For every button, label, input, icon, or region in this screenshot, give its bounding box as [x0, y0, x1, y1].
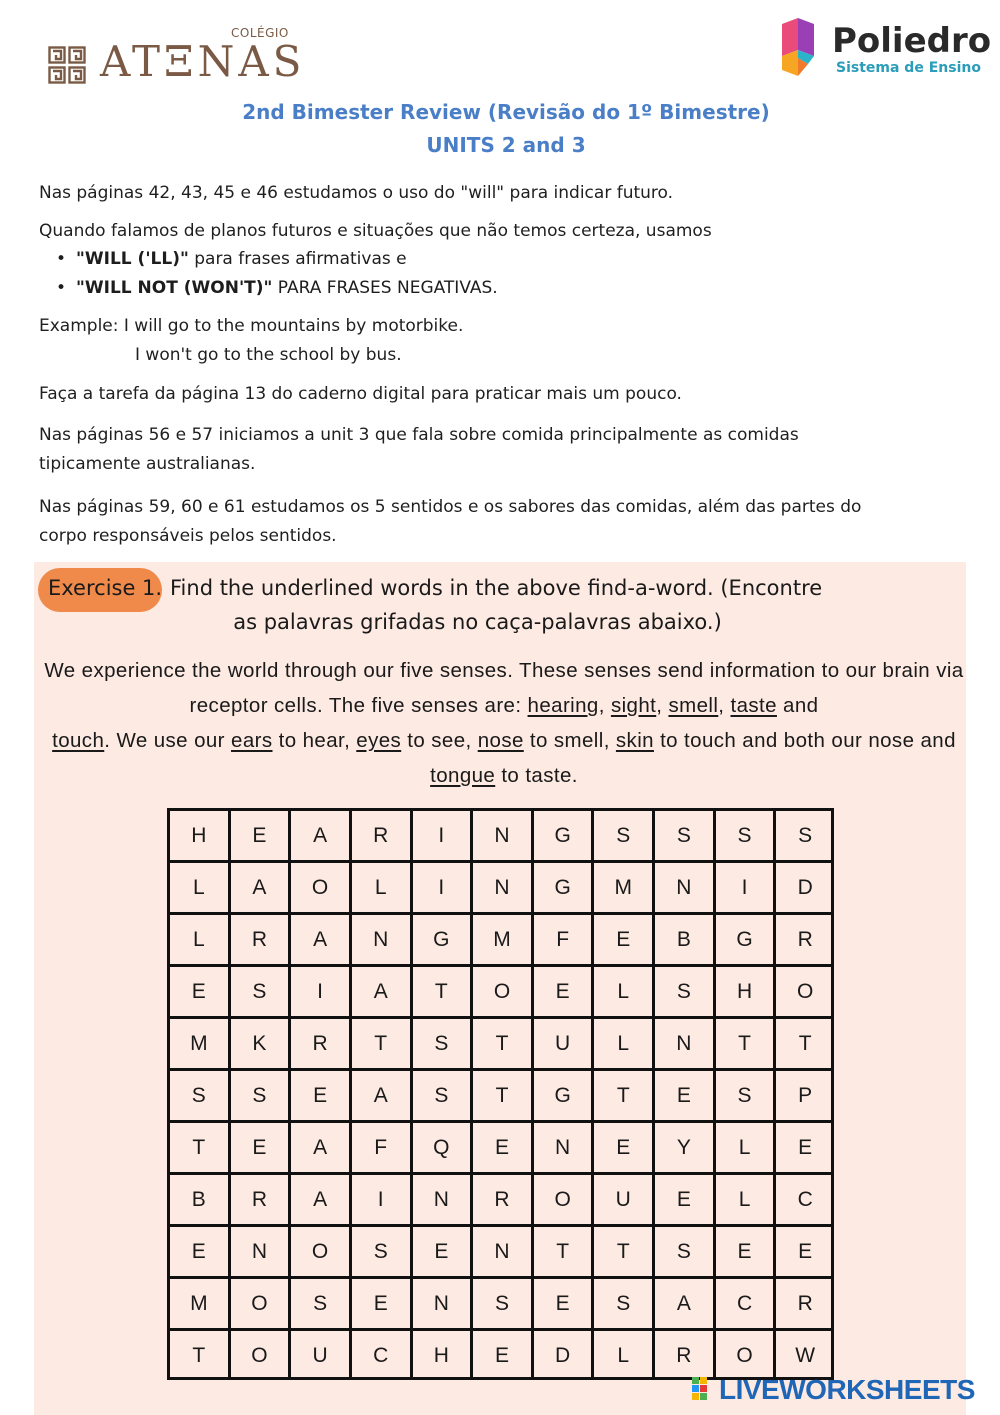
page-title: 2nd Bimester Review (Revisão do 1º Bimestre) [242, 100, 770, 124]
grid-cell[interactable]: O [251, 1291, 268, 1315]
grid-cell[interactable]: I [438, 823, 445, 847]
grid-cell[interactable]: G [554, 875, 571, 899]
para-text: , [718, 694, 731, 717]
grid-cell[interactable]: U [555, 1031, 571, 1055]
exercise-instruction-1: Find the underlined words in the above find-a-word. (Encontre [170, 576, 823, 600]
grid-cell[interactable]: S [434, 1083, 449, 1107]
para-text: to see, [401, 729, 478, 752]
grid-cell[interactable]: N [555, 1135, 571, 1159]
grid-cell[interactable]: F [556, 927, 570, 951]
grid-cell[interactable]: L [738, 1187, 751, 1211]
para-text: We experience the world through our five senses. These senses send information to our brain via receptor cells. The five senses are: [44, 659, 964, 717]
grid-cell[interactable]: P [798, 1083, 813, 1107]
grid-cell[interactable]: F [374, 1135, 388, 1159]
greek-key-icon [48, 46, 86, 84]
grid-cell[interactable]: M [493, 927, 511, 951]
grid-cell[interactable]: A [313, 1135, 328, 1159]
word-eyes: eyes [356, 729, 402, 752]
grid-cell[interactable]: T [495, 1031, 509, 1055]
bullet-will-not-bold: "WILL NOT (WON'T)" [76, 278, 273, 298]
grid-cell[interactable]: R [797, 927, 813, 951]
grid-cell[interactable]: B [676, 927, 691, 951]
intro-paragraph-5b: corpo responsáveis pelos sentidos. [39, 526, 337, 546]
grid-cell[interactable]: Y [676, 1135, 691, 1159]
grid-cell[interactable]: T [798, 1031, 812, 1055]
grid-cell[interactable]: N [433, 1187, 449, 1211]
word-hearing: hearing [527, 694, 599, 717]
grid-cell[interactable]: E [434, 1239, 449, 1263]
intro-paragraph-2: Quando falamos de planos futuros e situações que não temos certeza, usamos [39, 221, 712, 241]
grid-cell[interactable]: Q [433, 1135, 450, 1159]
grid-cell[interactable]: E [555, 979, 570, 1003]
grid-cell[interactable]: U [312, 1343, 328, 1367]
word-skin: skin [615, 729, 654, 752]
grid-cell[interactable]: T [434, 979, 448, 1003]
grid-cell[interactable]: I [377, 1187, 384, 1211]
grid-cell[interactable]: D [797, 875, 813, 899]
word-nose: nose [477, 729, 524, 752]
para-text: and [776, 694, 819, 717]
bullet-will-bold: "WILL ('LL)" [76, 249, 189, 269]
grid-cell[interactable]: L [374, 875, 387, 899]
liveworksheets-brand: LIVEWORKSHEETS [719, 1374, 975, 1405]
grid-cell[interactable]: L [617, 1343, 630, 1367]
grid-cell[interactable]: T [374, 1031, 388, 1055]
grid-cell[interactable]: E [737, 1239, 752, 1263]
grid-cell[interactable]: E [676, 1187, 691, 1211]
grid-cell[interactable]: U [615, 1187, 631, 1211]
grid-cell[interactable]: A [313, 927, 328, 951]
poliedro-name: Poliedro [832, 21, 992, 61]
bullet-will-text: para frases afirmativas e [188, 249, 407, 269]
grid-cell[interactable]: O [554, 1187, 571, 1211]
atenas-colegio-label: COLÉGIO [231, 26, 289, 40]
grid-cell[interactable]: O [311, 1239, 329, 1263]
word-ears: ears [231, 729, 273, 752]
exercise-instruction-2: as palavras grifadas no caça-palavras abaixo.) [233, 610, 722, 634]
grid-cell[interactable]: E [616, 1135, 631, 1159]
intro-paragraph-3: Faça a tarefa da página 13 do caderno digital para praticar mais um pouco. [39, 384, 682, 404]
grid-cell[interactable]: M [190, 1031, 208, 1055]
para-text: . We use our [104, 729, 232, 752]
grid-cell[interactable]: O [311, 875, 329, 899]
grid-cell[interactable]: T [192, 1343, 206, 1367]
example-line-1: Example: I will go to the mountains by motorbike. [39, 316, 464, 336]
grid-cell[interactable]: E [313, 1083, 328, 1107]
grid-cell[interactable]: S [191, 1083, 206, 1107]
grid-cell[interactable]: R [312, 1031, 328, 1055]
grid-cell[interactable]: N [676, 1031, 692, 1055]
grid-cell[interactable]: W [795, 1343, 816, 1367]
grid-cell[interactable]: G [554, 823, 571, 847]
grid-cell[interactable]: D [555, 1343, 571, 1367]
bullet-will [56, 245, 498, 274]
grid-cell[interactable]: E [252, 823, 267, 847]
atenas-name: ATΞNAS [100, 37, 306, 86]
grid-cell[interactable]: E [252, 1135, 267, 1159]
grid-cell[interactable]: M [614, 875, 633, 899]
grid-cell[interactable]: S [616, 1291, 631, 1315]
intro-paragraph-1: Nas páginas 42, 43, 45 e 46 estudamos o uso do "will" para indicar futuro. [39, 183, 674, 203]
grid-cell[interactable]: O [736, 1343, 753, 1367]
grid-cell[interactable]: N [251, 1239, 268, 1263]
grid-cell[interactable]: E [676, 1083, 691, 1107]
grid-cell[interactable]: R [373, 823, 389, 847]
grid-cell[interactable]: R [494, 1187, 510, 1211]
grid-cell[interactable]: S [252, 979, 267, 1003]
intro-paragraph-5a: Nas páginas 59, 60 e 61 estudamos os 5 sentidos e os sabores das comidas, além das partes do [39, 497, 862, 517]
grid-cell[interactable]: A [373, 979, 388, 1003]
grid-cell[interactable]: E [191, 979, 206, 1003]
grid-cell[interactable]: A [252, 875, 267, 899]
senses-paragraph [44, 653, 964, 793]
grid-cell[interactable]: L [617, 979, 630, 1003]
grid-cell[interactable]: T [738, 1031, 751, 1055]
para-text: to touch and both our nose and [653, 729, 956, 752]
poliedro-logo [778, 16, 992, 80]
page-subtitle: UNITS 2 and 3 [426, 133, 586, 157]
grid-cell[interactable]: A [313, 1187, 328, 1211]
bullet-will-not [56, 274, 498, 303]
grid-cell[interactable]: S [616, 823, 631, 847]
grid-cell[interactable]: S [373, 1239, 388, 1263]
grid-cell[interactable]: C [797, 1187, 813, 1211]
grid-cell[interactable]: L [192, 875, 205, 899]
grid-cell[interactable]: S [313, 1291, 328, 1315]
grid-cell[interactable]: L [738, 1135, 751, 1159]
grid-cell[interactable]: N [494, 1239, 510, 1263]
grid-cell[interactable]: I [438, 875, 445, 899]
grid-cell[interactable]: B [191, 1187, 206, 1211]
grid-cell[interactable]: G [554, 1083, 571, 1107]
grid-cell[interactable]: E [494, 1343, 509, 1367]
grid-cell[interactable]: L [617, 1031, 630, 1055]
grid-cell[interactable]: A [676, 1291, 691, 1315]
grid-cell[interactable]: S [737, 1083, 752, 1107]
exercise-label: Exercise 1. [48, 576, 163, 600]
grid-cell[interactable]: T [192, 1135, 206, 1159]
grid-cell[interactable]: O [797, 979, 814, 1003]
word-tongue: tongue [430, 764, 496, 787]
grid-cell[interactable]: O [251, 1343, 268, 1367]
grid-cell[interactable]: H [433, 1343, 449, 1367]
grid-cell[interactable]: M [190, 1291, 208, 1315]
grid-cell[interactable]: K [252, 1031, 267, 1055]
grid-cell[interactable]: I [317, 979, 323, 1003]
grid-cell[interactable]: S [434, 1031, 449, 1055]
grid-cell[interactable]: L [192, 927, 205, 951]
poliedro-subtitle: Sistema de Ensino [836, 60, 981, 76]
grid-cell[interactable]: A [313, 823, 328, 847]
find-a-word-grid[interactable] [167, 808, 834, 1380]
para-text: , [598, 694, 611, 717]
grid-cell[interactable]: T [616, 1239, 630, 1263]
grid-cell[interactable]: G [433, 927, 450, 951]
grid-cell[interactable]: E [494, 1135, 509, 1159]
para-text: to smell, [523, 729, 616, 752]
grid-cell[interactable]: S [676, 979, 691, 1003]
grid-cell[interactable]: E [191, 1239, 206, 1263]
para-text: to taste. [495, 764, 578, 787]
grid-cell[interactable]: T [495, 1083, 509, 1107]
grid-cell[interactable]: G [736, 927, 753, 951]
grid-cell[interactable]: S [798, 823, 813, 847]
grid-cell[interactable]: N [373, 927, 389, 951]
word-smell: smell [668, 694, 719, 717]
intro-paragraph-4a: Nas páginas 56 e 57 iniciamos a unit 3 que fala sobre comida principalmente as comidas [39, 425, 799, 445]
grid-cell[interactable]: N [494, 875, 510, 899]
para-text: , [656, 694, 669, 717]
grid-cell[interactable]: H [191, 823, 207, 847]
grid-cell[interactable]: E [373, 1291, 388, 1315]
grid-cell[interactable]: E [798, 1239, 813, 1263]
grid-cell[interactable]: S [252, 1083, 267, 1107]
intro-paragraph-4b: tipicamente australianas. [39, 454, 256, 474]
atenas-logo [48, 24, 306, 86]
grid-cell[interactable]: N [676, 875, 692, 899]
poliedro-cube-icon [778, 16, 828, 78]
grid-cell[interactable]: C [736, 1291, 753, 1315]
grid-cell[interactable]: S [737, 823, 752, 847]
word-sight: sight [610, 694, 657, 717]
grid-cell[interactable]: R [251, 1187, 268, 1211]
liveworksheets-icon [692, 1377, 716, 1405]
grid-cell[interactable]: S [494, 1291, 509, 1315]
para-text: to hear, [272, 729, 357, 752]
grid-cell[interactable]: R [251, 927, 268, 951]
grid-cell[interactable]: T [556, 1239, 570, 1263]
grid-cell[interactable]: I [741, 875, 748, 899]
grid-cell[interactable]: A [373, 1083, 388, 1107]
example-line-2: I won't go to the school by bus. [135, 345, 402, 365]
grid-cell[interactable]: O [493, 979, 511, 1003]
grid-cell[interactable]: C [373, 1343, 389, 1367]
grid-cell[interactable]: S [676, 1239, 691, 1263]
grid-cell[interactable]: E [798, 1135, 813, 1159]
word-taste: taste [730, 694, 777, 717]
grid-cell[interactable]: T [616, 1083, 630, 1107]
grid-cell[interactable]: N [494, 823, 510, 847]
bullet-will-not-text: PARA FRASES NEGATIVAS. [272, 278, 498, 298]
grid-cell[interactable]: N [433, 1291, 449, 1315]
grid-cell[interactable]: H [736, 979, 753, 1003]
grid-cell[interactable]: R [676, 1343, 692, 1367]
will-bullet-list [56, 245, 498, 303]
grid-cell[interactable]: E [555, 1291, 570, 1315]
grid-cell[interactable]: E [616, 927, 631, 951]
grid-cell[interactable]: R [797, 1291, 813, 1315]
word-touch: touch [52, 729, 105, 752]
grid-cell[interactable]: S [676, 823, 691, 847]
